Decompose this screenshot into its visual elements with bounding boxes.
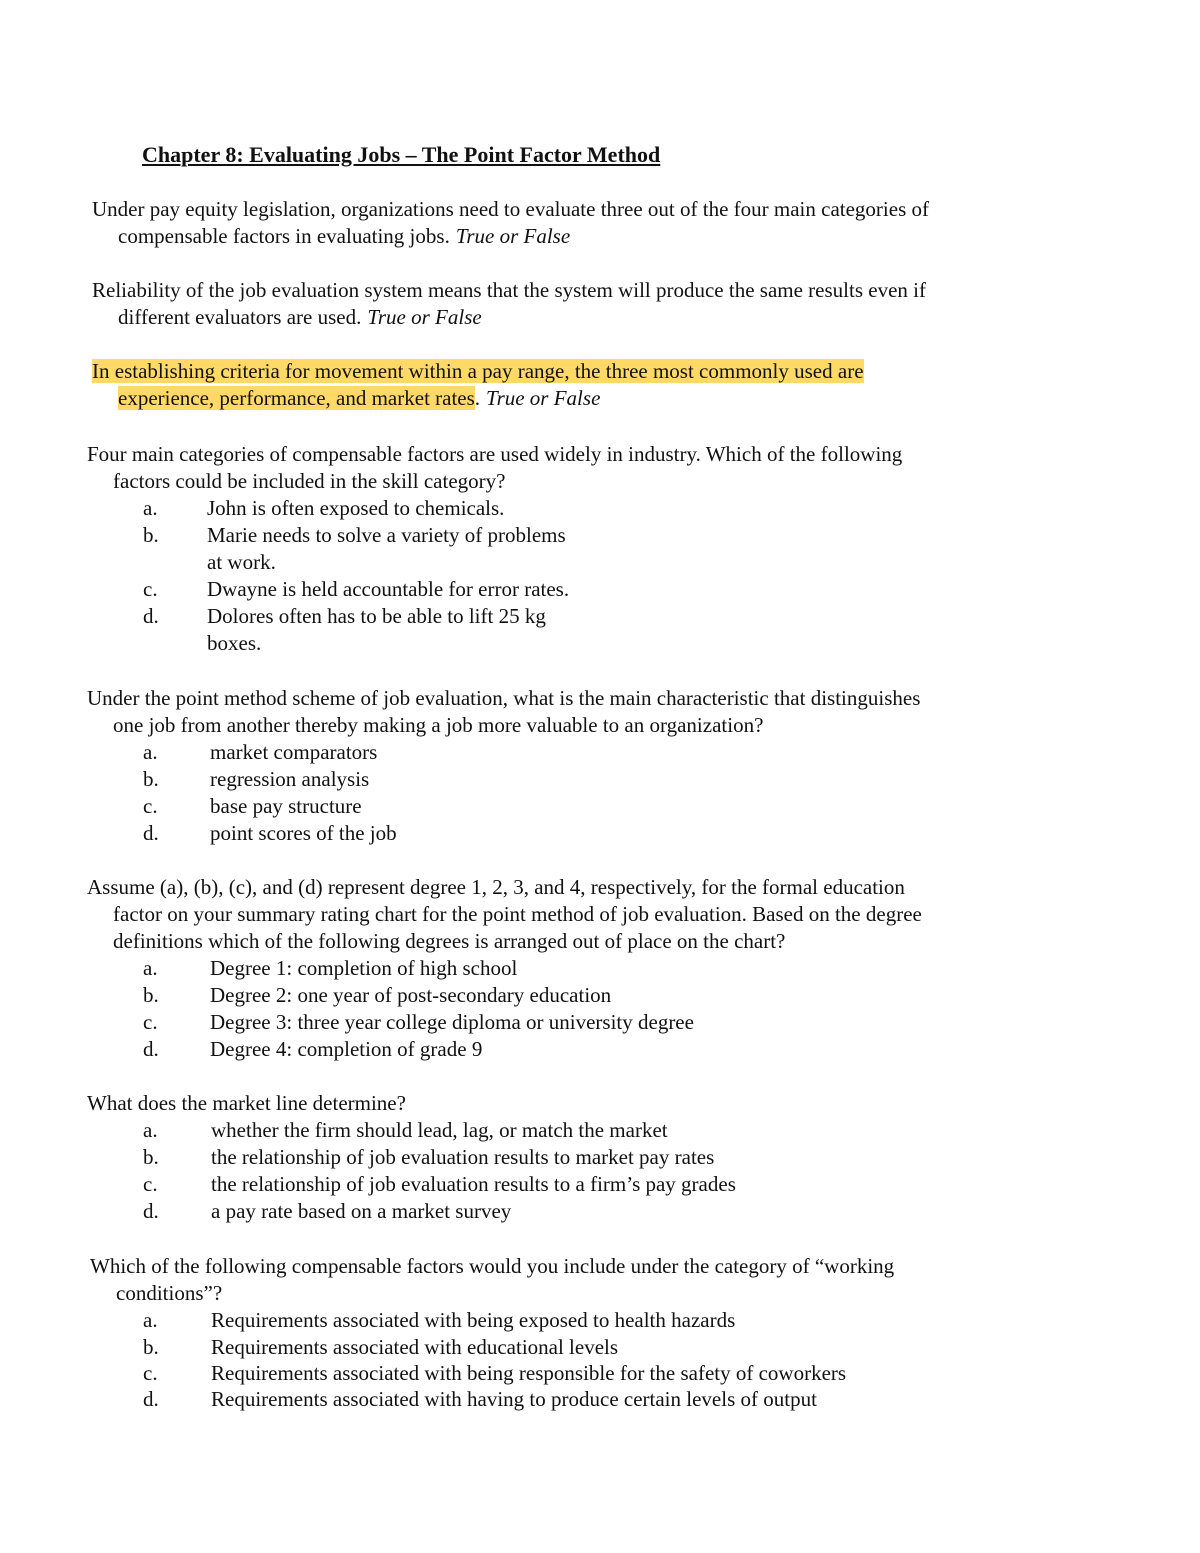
true-false-label: True or False	[455, 224, 571, 248]
option-c	[143, 1171, 736, 1198]
option-letter: c.	[143, 794, 158, 818]
options-list	[143, 955, 978, 1063]
option-letter: b.	[143, 767, 159, 791]
option-text: a pay rate based on a market survey	[211, 1199, 512, 1223]
option-a	[143, 1117, 668, 1144]
option-d	[143, 1036, 978, 1063]
option-d	[143, 603, 958, 630]
question-5	[87, 685, 920, 847]
option-text: Requirements associated with educational levels	[211, 1335, 619, 1359]
option-b	[143, 766, 976, 793]
option-letter: c.	[143, 1172, 158, 1196]
option-letter: a.	[143, 956, 158, 980]
option-text: market comparators	[210, 740, 378, 764]
option-text: regression analysis	[210, 767, 370, 791]
option-text: Dwayne is held accountable for error rates.	[207, 577, 570, 601]
option-text: the relationship of job evaluation results to a firm’s pay grades	[211, 1172, 736, 1196]
option-letter: b.	[143, 1335, 159, 1359]
question-8	[90, 1253, 894, 1413]
option-a	[143, 739, 976, 766]
option-c	[143, 793, 976, 820]
question-text-line: Which of the following compensable factors would you include under the category of “working	[90, 1254, 895, 1278]
option-b-continued	[143, 549, 958, 576]
true-false-label: True or False	[367, 305, 482, 329]
option-a	[143, 1307, 947, 1334]
option-d	[143, 1386, 947, 1413]
question-text-line: Assume (a), (b), (c), and (d) represent degree 1, 2, 3, and 4, respectively, for the formal education	[87, 875, 905, 899]
option-text: Marie needs to solve a variety of problems	[207, 523, 566, 547]
option-text: Requirements associated with being responsible for the safety of coworkers	[211, 1361, 847, 1385]
option-text: Degree 1: completion of high school	[210, 956, 518, 980]
option-text: boxes.	[207, 631, 262, 655]
option-text: the relationship of job evaluation results to market pay rates	[211, 1145, 715, 1169]
option-text: Requirements associated with having to produce certain levels of output	[211, 1387, 817, 1411]
option-letter: a.	[143, 496, 158, 520]
question-text-line: What does the market line determine?	[87, 1091, 406, 1115]
highlighted-text: experience, performance, and market rates	[118, 386, 475, 410]
option-text: at work.	[207, 550, 276, 574]
option-text: Requirements associated with being exposed to health hazards	[211, 1308, 736, 1332]
question-6	[87, 874, 922, 1063]
question-2	[92, 277, 926, 331]
question-text-line: Under the point method scheme of job evaluation, what is the main characteristic that distinguishes	[87, 686, 921, 710]
option-letter: b.	[143, 523, 159, 547]
option-letter: a.	[143, 1308, 158, 1332]
question-punctuation: .	[474, 386, 481, 410]
question-text-line	[92, 304, 926, 331]
question-3	[92, 358, 864, 412]
option-d	[143, 1198, 512, 1225]
true-false-label: True or False	[486, 386, 601, 410]
question-text-line: Four main categories of compensable factors are used widely in industry. Which of the following	[87, 442, 903, 466]
option-letter: d.	[143, 1037, 159, 1061]
option-c	[143, 576, 958, 603]
option-c	[143, 1360, 947, 1386]
options-list	[143, 495, 958, 657]
question-text-line: definitions which of the following degrees is arranged out of place on the chart?	[113, 929, 786, 953]
question-text-line: Reliability of the job evaluation system means that the system will produce the same results even if	[92, 278, 926, 302]
question-text-line: Under pay equity legislation, organizations need to evaluate three out of the four main categories of	[92, 197, 929, 221]
question-text-line: factor on your summary rating chart for the point method of job evaluation. Based on the degree	[113, 902, 922, 926]
option-text: whether the firm should lead, lag, or match the market	[211, 1118, 668, 1142]
option-b	[143, 982, 978, 1009]
option-letter: b.	[143, 983, 159, 1007]
option-text: Dolores often has to be able to lift 25 kg	[207, 604, 546, 628]
option-letter: a.	[143, 740, 158, 764]
option-letter: c.	[143, 1010, 158, 1034]
option-d-continued	[143, 630, 958, 657]
option-a	[143, 955, 978, 982]
option-text: base pay structure	[210, 794, 362, 818]
question-text-line: factors could be included in the skill category?	[113, 469, 506, 493]
option-text: Degree 2: one year of post-secondary education	[210, 983, 612, 1007]
option-text: Degree 3: three year college diploma or university degree	[210, 1010, 694, 1034]
question-text-line: conditions”?	[116, 1281, 223, 1305]
option-d	[143, 820, 976, 847]
option-letter: d.	[143, 1199, 159, 1223]
option-a	[143, 495, 958, 522]
option-letter: d.	[143, 1387, 159, 1411]
question-1	[92, 196, 929, 250]
question-4	[87, 441, 902, 657]
option-text: point scores of the job	[210, 821, 397, 845]
option-letter: b.	[143, 1145, 159, 1169]
option-letter: d.	[143, 604, 159, 628]
option-letter: c.	[143, 577, 158, 601]
option-letter: d.	[143, 821, 159, 845]
option-b	[143, 1334, 947, 1360]
page-title: Chapter 8: Evaluating Jobs – The Point Factor Method	[142, 142, 661, 167]
option-letter: c.	[143, 1361, 158, 1385]
question-text: different evaluators are used.	[118, 305, 362, 329]
question-7	[87, 1090, 736, 1225]
option-text: Degree 4: completion of grade 9	[210, 1037, 483, 1061]
option-c	[143, 1009, 978, 1036]
options-list	[143, 1307, 947, 1413]
option-text: John is often exposed to chemicals.	[207, 496, 505, 520]
question-text-line	[92, 223, 929, 250]
option-b	[143, 522, 958, 549]
question-text-line: one job from another thereby making a job more valuable to an organization?	[113, 713, 764, 737]
options-list	[143, 739, 976, 847]
question-text-line	[92, 385, 864, 412]
question-text-line	[92, 358, 864, 385]
question-text: compensable factors in evaluating jobs.	[118, 224, 450, 248]
highlighted-text: In establishing criteria for movement within a pay range, the three most commonly used are	[92, 359, 864, 383]
options-list	[143, 1117, 736, 1225]
option-b	[143, 1144, 715, 1171]
option-letter: a.	[143, 1118, 158, 1142]
